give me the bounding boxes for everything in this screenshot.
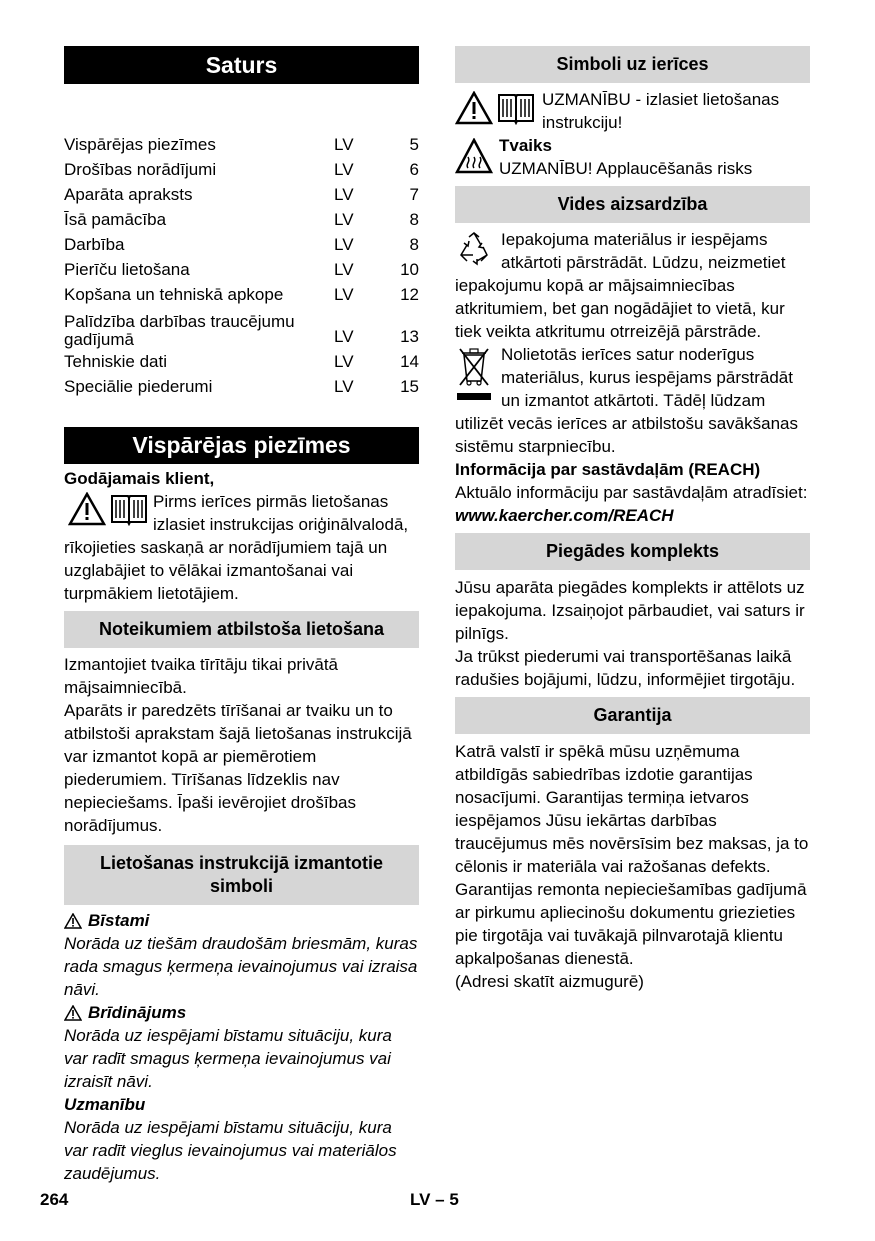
toc-entry-page: 12 xyxy=(400,285,419,304)
right-column xyxy=(455,46,810,993)
manual-book-icon xyxy=(109,492,149,526)
toc-entry-page: 14 xyxy=(400,352,419,371)
toc-row[interactable] xyxy=(64,207,419,232)
toc-row[interactable] xyxy=(64,282,419,307)
device-symbols-title: Simboli uz ierīces xyxy=(455,46,810,83)
device-manual-icons xyxy=(455,91,536,125)
toc-entry-title: Tehniskie dati xyxy=(64,352,168,371)
steam-label: Tvaiks xyxy=(499,136,552,155)
warning-heading xyxy=(64,1001,419,1024)
steam-icon-wrap xyxy=(455,138,493,174)
table-of-contents xyxy=(64,132,419,399)
packaging-text: Iepakojuma materiālus ir iespējams atkārtoti pārstrādāt. Lūdzu, neizmetiet iepakojumu kopā ar mājsaimniecības atkritumiem, bet gan nogādājiet to vietā, kur tiek veikta atkritumu otrreizējā pārstrāde. xyxy=(455,230,786,341)
warning-small-triangle-icon xyxy=(64,1005,82,1021)
toc-entry-title: Aparāta apraksts xyxy=(64,185,193,204)
packaging-block xyxy=(455,228,810,343)
toc-entry-lang: LV xyxy=(334,377,354,396)
toc-entry-page: 8 xyxy=(409,235,419,254)
warranty-p1: Katrā valstī ir spēkā mūsu uzņēmuma atbildīgās sabiedrības izdotie garantijas nosacījumi. Garantijas termiņa ietvaros iespējamos Jūsu iekārtas darbības traucējumus mēs novērsīsim bez maksas, ja to cēlonis ir materiāla vai ražošanas defekts. Garantijas remonta nepieciešamības gadījumā ar pirkumu apliecinošu dokumentu griezieties pie tirgotāja vai tuvākajā pilnvarotajā klientu apkalpošanas dienestā. xyxy=(455,742,809,968)
toc-entry-page: 13 xyxy=(400,327,419,346)
intended-use-p2: Aparāts ir paredzēts tīrīšanai ar tvaiku un to atbilstoši aprakstam šajā lietošanas instrukcijā var izmantot kopā ar piemērotiem piederumiem. Tīrīšanas līdzeklis nav nepieciešams. Īpaši ievērojiet drošības norādījumus. xyxy=(64,701,412,835)
toc-title: Saturs xyxy=(64,46,419,84)
toc-entry-page: 15 xyxy=(400,377,419,396)
weee-text: Nolietotās ierīces satur noderīgus materiālus, kurus iespējams pārstrādāt un izmantot atkārtoti. Tādēļ lūdzam utilizēt vecās ierīces ar atbilstošu savākšanas sistēmu starpniecību. xyxy=(455,345,798,456)
crossed-bin-icon xyxy=(455,345,493,403)
toc-entry-lang: LV xyxy=(334,160,354,179)
toc-entry-title: Drošības norādījumi xyxy=(64,160,217,179)
toc-entry-page: 5 xyxy=(409,135,419,154)
toc-entry-title: Darbība xyxy=(64,235,125,254)
warning-triangle-icon xyxy=(455,91,493,125)
danger-text: Norāda uz tiešām draudošām briesmām, kuras rada smagus ķermeņa ievainojumus vai izraisa nāvi. xyxy=(64,934,418,999)
manual-book-icon xyxy=(496,91,536,125)
section-marker: LV – 5 xyxy=(410,1190,459,1209)
toc-entry-page: 6 xyxy=(409,160,419,179)
device-caution-text: UZMANĪBU - izlasiet lietošanas instrukciju! xyxy=(542,90,780,132)
scope-of-delivery-title: Piegādes komplekts xyxy=(455,533,810,570)
page-number: 264 xyxy=(40,1190,69,1209)
toc-entry-page: 10 xyxy=(400,260,419,279)
toc-entry-title: Kopšana un tehniskā apkope xyxy=(64,285,284,304)
manual-warning-icons xyxy=(62,492,149,526)
toc-entry-lang: LV xyxy=(334,352,354,371)
scope-p1: Jūsu aparāta piegādes komplekts ir attēlots uz iepakojuma. Izsaiņojot pārbaudiet, vai saturs ir pilnīgs. xyxy=(455,578,805,643)
toc-entry-lang: LV xyxy=(334,210,354,229)
weee-block xyxy=(455,343,810,458)
left-column xyxy=(64,46,419,1185)
toc-entry-lang: LV xyxy=(334,327,354,346)
danger-label: Bīstami xyxy=(88,911,150,930)
toc-entry-lang: LV xyxy=(334,235,354,254)
intro-text: Pirms ierīces pirmās lietošanas izlasiet instrukcijas oriģinālvalodā, rīkojieties saskaņā ar norādījumiem tajā un uzglabājiet to vēlākai izmantošanai vai turpmākiem lietotājiem. xyxy=(64,492,409,603)
toc-entry-title: Pierīču lietošana xyxy=(64,260,190,279)
toc-row[interactable] xyxy=(64,132,419,157)
toc-entry-page: 8 xyxy=(409,210,419,229)
general-notes-title: Vispārējas piezīmes xyxy=(64,427,419,464)
toc-row[interactable] xyxy=(64,349,419,374)
intended-use-p1: Izmantojiet tvaika tīrītāju tikai privātā mājsaimniecībā. xyxy=(64,655,339,697)
recycle-icon xyxy=(455,231,493,267)
toc-entry-page: 7 xyxy=(409,185,419,204)
scope-p2: Ja trūkst piederumi vai transportēšanas laikā radušies bojājumi, lūdzu, informējiet tirgotāju. xyxy=(455,647,796,689)
warning-label: Brīdinājums xyxy=(88,1003,187,1022)
toc-entry-title: Īsā pamācība xyxy=(64,210,167,229)
manual-symbols-title: Lietošanas instrukcijā izmantotie simboli xyxy=(64,845,419,905)
reach-title: Informācija par sastāvdaļām (REACH) xyxy=(455,460,761,479)
danger-heading xyxy=(64,909,419,932)
caution-text: Norāda uz iespējami bīstamu situāciju, kura var radīt vieglus ievainojumus vai materiālos zaudējumus. xyxy=(64,1118,397,1183)
toc-row[interactable] xyxy=(64,374,419,399)
toc-row[interactable] xyxy=(64,307,419,349)
toc-row[interactable] xyxy=(64,257,419,282)
reach-text: Aktuālo informāciju par sastāvdaļām atradīsiet: xyxy=(455,483,808,502)
warranty-title: Garantija xyxy=(455,697,810,734)
greeting: Godājamais klient, xyxy=(64,469,215,488)
toc-entry-title: Palīdzība darbības traucējumu gadījumā xyxy=(64,312,295,349)
steam-block xyxy=(455,134,810,180)
toc-entry-title: Speciālie piederumi xyxy=(64,377,213,396)
reach-url[interactable]: www.kaercher.com/REACH xyxy=(455,506,674,525)
toc-entry-lang: LV xyxy=(334,185,354,204)
toc-row[interactable] xyxy=(64,232,419,257)
warning-triangle-icon xyxy=(68,492,106,526)
toc-row[interactable] xyxy=(64,182,419,207)
danger-triangle-icon xyxy=(64,913,82,929)
toc-entry-lang: LV xyxy=(334,260,354,279)
steam-text: UZMANĪBU! Applaucēšanās risks xyxy=(499,159,753,178)
toc-entry-lang: LV xyxy=(334,135,354,154)
recycle-icon-wrap xyxy=(455,231,493,267)
weee-icon-wrap xyxy=(455,345,493,403)
warning-text: Norāda uz iespējami bīstamu situāciju, kura var radīt smagus ķermeņa ievainojumus vai izraisīt nāvi. xyxy=(64,1026,392,1091)
intro-block xyxy=(64,490,419,605)
toc-entry-lang: LV xyxy=(334,285,354,304)
device-caution-block xyxy=(455,88,810,134)
intended-use-title: Noteikumiem atbilstoša lietošana xyxy=(64,611,419,648)
environment-title: Vides aizsardzība xyxy=(455,186,810,223)
caution-label: Uzmanību xyxy=(64,1095,146,1114)
warranty-p2: (Adresi skatīt aizmugurē) xyxy=(455,972,644,991)
toc-entry-title: Vispārējas piezīmes xyxy=(64,135,216,154)
hot-steam-warning-icon xyxy=(455,138,493,174)
toc-row[interactable] xyxy=(64,157,419,182)
